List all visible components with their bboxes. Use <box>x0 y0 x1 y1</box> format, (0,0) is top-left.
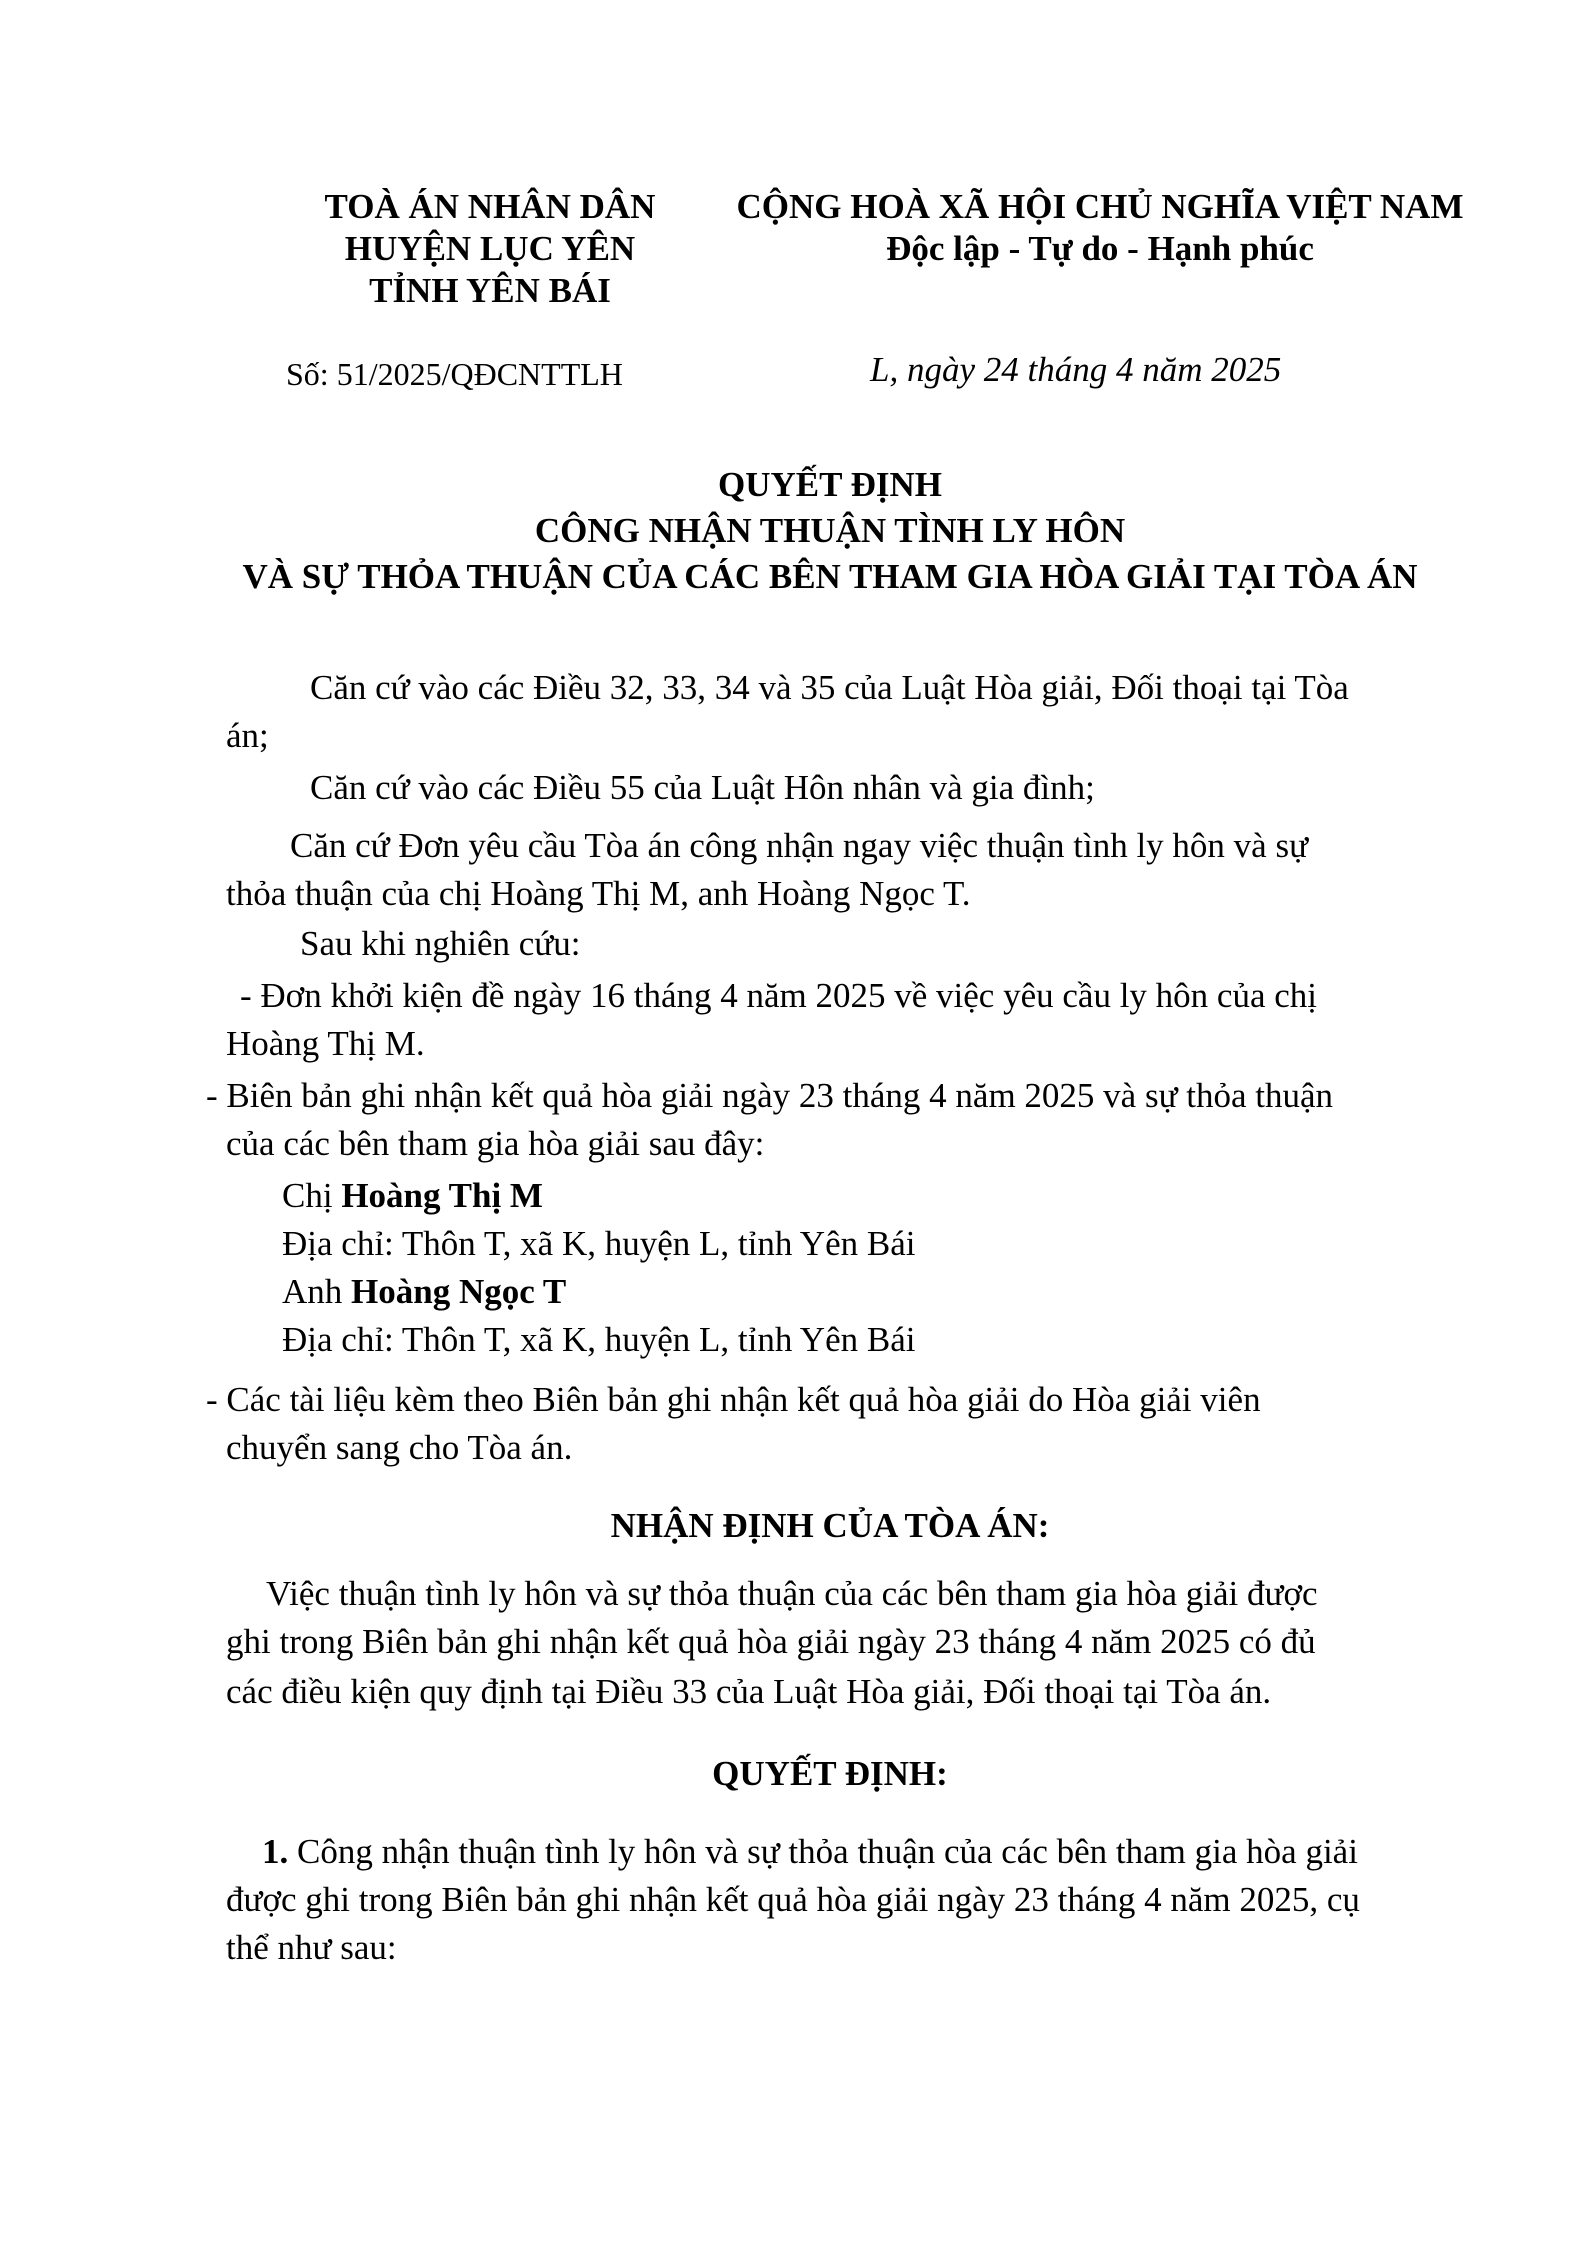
basis-paragraph-5-line-2: Hoàng Thị M. <box>226 1024 425 1063</box>
nation-name: CỘNG HOÀ XÃ HỘI CHỦ NGHĨA VIỆT NAM <box>736 187 1464 226</box>
basis-paragraph-6-line-2: của các bên tham gia hòa giải sau đây: <box>226 1124 765 1163</box>
title-line-2: CÔNG NHẬN THUẬN TÌNH LY HÔN <box>534 511 1126 550</box>
decision-item-1-number: 1. <box>262 1832 289 1871</box>
assessment-line-3: các điều kiện quy định tại Điều 33 của Luật Hòa giải, Đối thoại tại Tòa án. <box>226 1672 1272 1711</box>
basis-paragraph-1-line-2: án; <box>226 716 269 755</box>
party-1-name: Hoàng Thị M <box>341 1176 543 1215</box>
party-2-line <box>282 1272 566 1312</box>
party-1-line <box>282 1176 543 1216</box>
assessment-line-2: ghi trong Biên bản ghi nhận kết quả hòa giải ngày 23 tháng 4 năm 2025 có đủ <box>226 1622 1316 1661</box>
court-line-2: HUYỆN LỤC YÊN <box>344 229 636 268</box>
basis-paragraph-2: Căn cứ vào các Điều 55 của Luật Hôn nhân và gia đình; <box>310 768 1095 807</box>
assessment-line-1: Việc thuận tình ly hôn và sự thỏa thuận của các bên tham gia hòa giải được <box>266 1574 1318 1613</box>
decision-item-1-line-3: thể như sau: <box>226 1928 397 1967</box>
basis-paragraph-7-line-2: chuyển sang cho Tòa án. <box>226 1428 573 1467</box>
document-title <box>160 462 1500 600</box>
basis-paragraph-7-line-1: - Các tài liệu kèm theo Biên bản ghi nhận kết quả hòa giải do Hòa giải viên <box>206 1380 1261 1419</box>
decision-item-1-line-2: được ghi trong Biên bản ghi nhận kết quả hòa giải ngày 23 tháng 4 năm 2025, cụ <box>226 1880 1360 1919</box>
party-1-prefix: Chị <box>282 1176 342 1215</box>
decision-heading: QUYẾT ĐỊNH: <box>712 1754 948 1793</box>
decision-item-1-text: Công nhận thuận tình ly hôn và sự thỏa thuận của các bên tham gia hòa giải <box>288 1832 1358 1871</box>
party-1-address: Địa chỉ: Thôn T, xã K, huyện L, tỉnh Yên Bái <box>282 1224 916 1263</box>
basis-paragraph-4: Sau khi nghiên cứu: <box>300 924 581 963</box>
basis-paragraph-3-line-1: Căn cứ Đơn yêu cầu Tòa án công nhận ngay việc thuận tình ly hôn và sự <box>290 826 1309 865</box>
document-date: L, ngày 24 tháng 4 năm 2025 <box>870 350 1282 389</box>
basis-paragraph-3-line-2: thỏa thuận của chị Hoàng Thị M, anh Hoàng Ngọc T. <box>226 874 971 913</box>
party-2-address: Địa chỉ: Thôn T, xã K, huyện L, tỉnh Yên Bái <box>282 1320 916 1359</box>
court-line-1: TOÀ ÁN NHÂN DÂN <box>324 187 656 226</box>
decision-item-1-line-1 <box>262 1832 1358 1872</box>
title-line-1: QUYẾT ĐỊNH <box>718 465 942 504</box>
title-line-3: VÀ SỰ THỎA THUẬN CỦA CÁC BÊN THAM GIA HÒA GIẢI TẠI TÒA ÁN <box>242 557 1418 596</box>
national-motto-block <box>720 186 1480 270</box>
basis-paragraph-5-line-1: - Đơn khởi kiện đề ngày 16 tháng 4 năm 2025 về việc yêu cầu ly hôn của chị <box>240 976 1318 1015</box>
basis-paragraph-1-line-1: Căn cứ vào các Điều 32, 33, 34 và 35 của Luật Hòa giải, Đối thoại tại Tòa <box>310 668 1349 707</box>
national-motto: Độc lập - Tự do - Hạnh phúc <box>886 229 1314 268</box>
party-2-name: Hoàng Ngọc T <box>351 1272 567 1311</box>
court-name-block <box>250 186 730 312</box>
assessment-heading: NHẬN ĐỊNH CỦA TÒA ÁN: <box>610 1506 1050 1545</box>
basis-paragraph-6-line-1: - Biên bản ghi nhận kết quả hòa giải ngày 23 tháng 4 năm 2025 và sự thỏa thuận <box>206 1076 1334 1115</box>
party-2-prefix: Anh <box>282 1272 352 1311</box>
court-line-3: TỈNH YÊN BÁI <box>369 271 611 310</box>
document-number: Số: 51/2025/QĐCNTTLH <box>286 356 623 392</box>
